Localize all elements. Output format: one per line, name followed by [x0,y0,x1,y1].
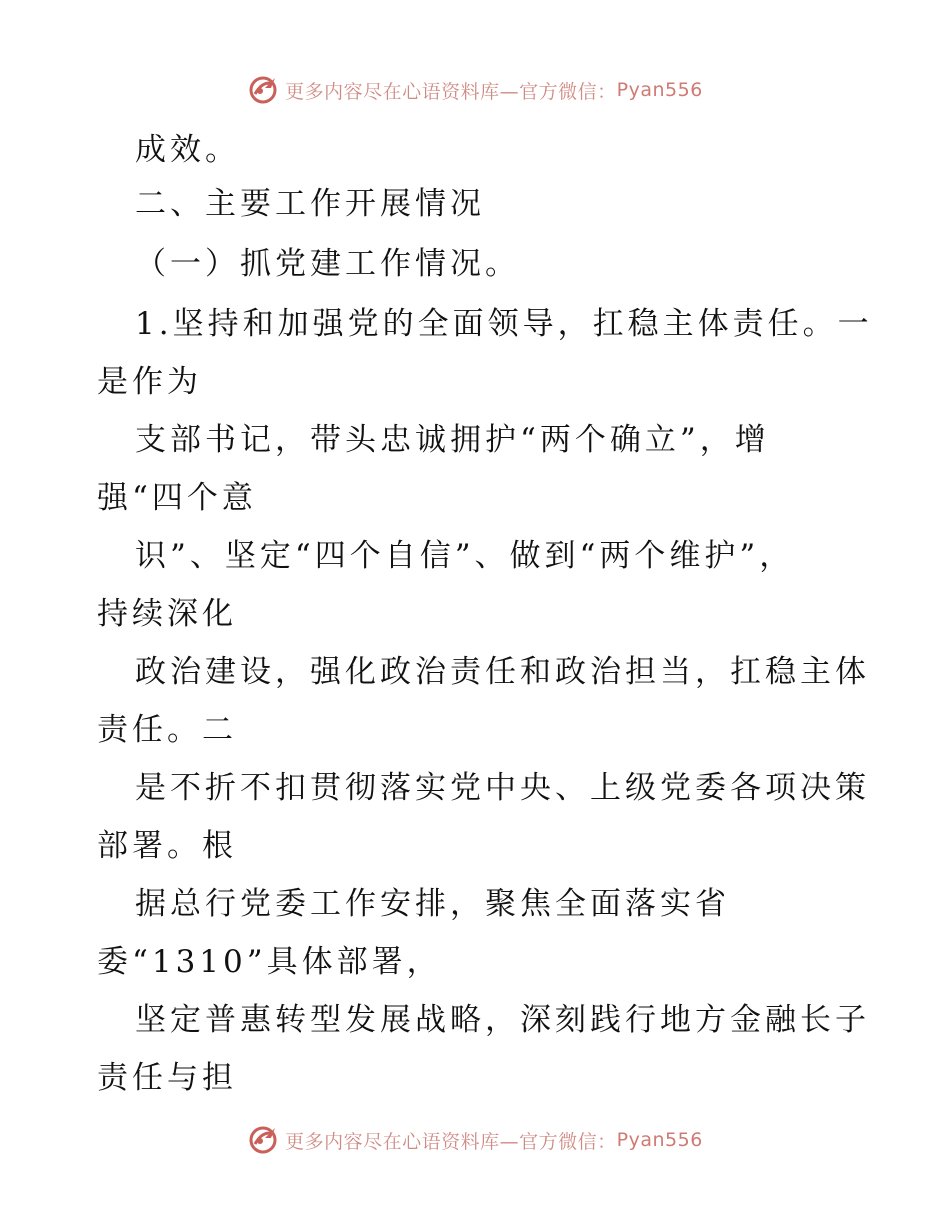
brand-logo-icon [247,1124,279,1156]
text-line: 是作为 [97,364,202,400]
footer-watermark [0,1120,950,1160]
text-line: 责任与担 [97,1060,237,1096]
header-watermark [0,70,950,110]
text-line: 是不折不扣贯彻落实党中央、上级党委各项决策 [135,770,870,806]
section-heading: 二、主要工作开展情况 [135,186,485,222]
subsection-heading: （一）抓党建工作情况。 [135,246,520,282]
text-line: 1.坚持和加强党的全面领导，扛稳主体责任。一 [135,306,873,342]
text-line: 持续深化 [97,596,237,632]
text-line: 部署。根 [97,828,237,864]
text-line: 坚定普惠转型发展战略，深刻践行地方金融长子 [135,1002,870,1038]
brand-logo-icon [247,74,279,106]
text-line: 支部书记，带头忠诚拥护“两个确立”，增 [135,422,770,458]
text-line: 成效。 [135,132,240,168]
watermark-text: 更多内容尽在心语资料库—官方微信： [285,1130,617,1153]
text-line: 委“1310”具体部署， [97,944,442,980]
text-line: 强“四个意 [97,480,257,516]
watermark-handle: Pyan556 [616,79,703,101]
watermark-handle: Pyan556 [616,1129,703,1151]
text-line: 据总行党委工作安排，聚焦全面落实省 [135,886,730,922]
watermark-text: 更多内容尽在心语资料库—官方微信： [285,80,617,103]
text-line: 识”、坚定“四个自信”、做到“两个维护”， [135,538,795,574]
text-line: 责任。二 [97,712,237,748]
text-line: 政治建设，强化政治责任和政治担当，扛稳主体 [135,654,870,690]
